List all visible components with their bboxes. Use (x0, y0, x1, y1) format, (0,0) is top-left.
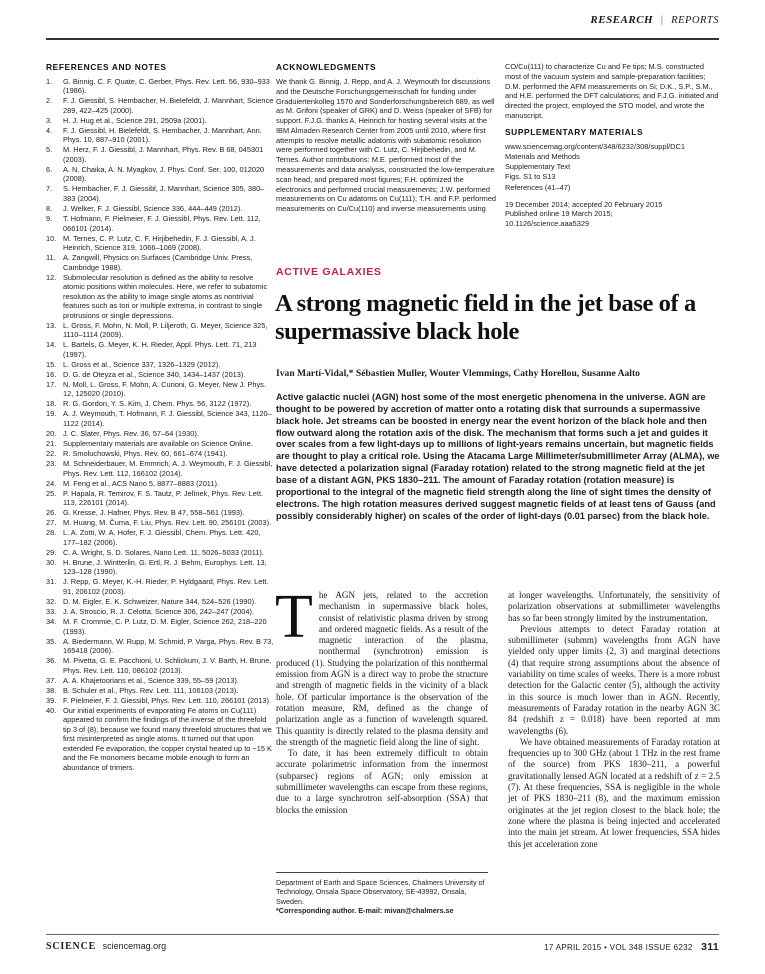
reference-text: Supplementary materials are available on Science Online. (63, 438, 253, 448)
reference-item (46, 273, 274, 320)
body-column-1 (275, 583, 488, 816)
reference-text: M. Herz, F. J. Giessibl, J. Mannhart, Phys. Rev. B 68, 045301 (2003). (63, 145, 264, 164)
reference-number: 18. (46, 399, 57, 409)
reference-number: 16. (46, 369, 57, 379)
reference-item (46, 370, 274, 379)
reference-item (46, 449, 274, 458)
article-authors: Ivan Martí-Vidal,* Sébastien Muller, Wouter Vlemmings, Cathy Horellou, Susanne Aalto (276, 368, 640, 379)
reference-item (46, 429, 274, 438)
reference-number: 21. (46, 438, 57, 448)
supplementary-list (505, 142, 720, 193)
reference-number: 24. (46, 478, 57, 488)
drop-cap: T (275, 583, 313, 651)
reference-item (46, 340, 274, 359)
reference-text: D. G. de Oteyza et al., Science 340, 1434–1437 (2013). (63, 369, 246, 379)
reference-text: J. Repp, G. Meyer, K.-H. Rieder, P. Hyldgaard, Phys. Rev. Lett. 91, 206102 (2003). (63, 577, 269, 596)
reference-number: 3. (46, 115, 53, 125)
reference-item (46, 528, 274, 547)
body-paragraph: at longer wavelengths. Unfortunately, the sensitivity of polarization observations at submillimeter wavelengths has so far been strongly limited by the instrumentation. (508, 590, 720, 623)
subsection-label: REPORTS (671, 15, 719, 26)
reference-text: M. Pivetta, G. E. Pacchioni, U. Schlickum, J. V. Barth, H. Brune, Phys. Rev. Lett. 110, 086102 (2013). (63, 656, 272, 675)
reference-number: 40. (46, 705, 57, 715)
running-header (590, 14, 719, 26)
supplementary-heading: SUPPLEMENTARY MATERIALS (505, 126, 644, 137)
reference-text: A. Zangwill, Physics on Surfaces (Cambridge Univ. Press, Cambridge 1988). (63, 253, 253, 272)
references-column (46, 62, 274, 773)
reference-number: 9. (46, 214, 53, 224)
reference-number: 7. (46, 184, 53, 194)
reference-item (46, 399, 274, 408)
reference-item (46, 479, 274, 488)
reference-number: 19. (46, 409, 57, 419)
reference-item (46, 548, 274, 557)
reference-number: 5. (46, 145, 53, 155)
reference-text: R. G. Gordon, Y. S. Kim, J. Chem. Phys. 56, 3122 (1972). (63, 399, 252, 409)
reference-number: 34. (46, 617, 57, 627)
reference-number: 22. (46, 449, 57, 459)
reference-item (46, 597, 274, 606)
reference-number: 35. (46, 636, 57, 646)
body-paragraph (275, 583, 488, 748)
affiliation-text: Department of Earth and Space Sciences, Chalmers University of Technology, Onsala Space Observatory, SE-43992, Onsala, Sweden. (276, 878, 485, 906)
footer-journal (46, 941, 166, 952)
references-heading: REFERENCES AND NOTES (46, 62, 167, 72)
reference-number: 37. (46, 675, 57, 685)
reference-number: 27. (46, 518, 57, 528)
reference-item (46, 489, 274, 508)
reference-item (46, 637, 274, 656)
reference-number: 31. (46, 577, 57, 587)
reference-text: R. Smoluchowski, Phys. Rev. 60, 661–674 (1941). (63, 449, 228, 459)
article-title: A strong magnetic field in the jet base of a supermassive black hole (275, 290, 696, 346)
date-line: 19 December 2014; accepted 20 February 2015 (505, 199, 663, 209)
reference-item (46, 617, 274, 636)
affiliation-footnote (276, 878, 488, 915)
reference-text: H. Brune, J. Wintterlin, G. Ertl, R. J. Behm, Europhys. Lett. 13, 123–128 (1990). (63, 557, 267, 577)
reference-number: 38. (46, 685, 57, 695)
reference-text: C. A. Wright, S. D. Solares, Nano Lett. 11, 5026–5033 (2011). (63, 547, 264, 557)
reference-item (46, 508, 274, 517)
reference-number: 25. (46, 488, 57, 498)
reference-number: 14. (46, 340, 57, 350)
reference-number: 36. (46, 656, 57, 666)
reference-text: L. A. Zotti, W. A. Hofer, F. J. Giessibl, Chem. Phys. Lett. 420, 177–182 (2006). (63, 528, 261, 547)
body-paragraph: We have obtained measurements of Faraday rotation at frequencies up to 300 GHz (about 1 THz in the rest frame of the source) from PKS 1830–211, a powerful gravitationally lensed AGN located at a redshift of z = 2.5 (7). At these frequencies, SSA is negligible in the whole jet of PKS 1830–211 (8), and the maximum emission originates at the jet region closest to the black hole; the zone where the plasma is being injected and accelerated into the main jet stream. At lower frequencies, SSA hides this jet acceleration zone (508, 736, 720, 849)
reference-number: 26. (46, 508, 57, 518)
reference-text: Submolecular resolution is defined as the ability to resolve atomic positions within molecules. Here, we refer to subatomic resolution as the ability to image single atoms as nontrivial features such as tori or multiple extrema, in contrast to single protrusions or single depressions. (63, 272, 268, 320)
reference-item (46, 184, 274, 203)
reference-number: 32. (46, 597, 57, 606)
acknowledgments-heading: ACKNOWLEDGMENTS (276, 62, 377, 72)
reference-item (46, 459, 274, 478)
reference-item (46, 706, 274, 772)
reference-item (46, 558, 274, 577)
reference-text: G. Kresse, J. Hafner, Phys. Rev. B 47, 558–561 (1993). (63, 508, 245, 518)
reference-number: 13. (46, 320, 57, 330)
reference-number: 29. (46, 547, 57, 557)
reference-item (46, 126, 274, 145)
date-line: Published online 19 March 2015; (505, 209, 613, 219)
reference-text: L. Gross, F. Mohn, N. Moll, P. Liljeroth, G. Meyer, Science 325, 1110–1114 (2009). (63, 320, 268, 340)
reference-text: G. Binnig, C. F. Quate, C. Gerber, Phys. Rev. Lett. 56, 930–933 (1986). (63, 76, 270, 96)
reference-number: 11. (46, 253, 56, 263)
article-kicker: ACTIVE GALAXIES (276, 266, 382, 278)
supplementary-line: Materials and Methods (505, 151, 580, 161)
section-label: RESEARCH (590, 14, 654, 26)
supplementary-line: Supplementary Text (505, 162, 571, 172)
reference-text: M. F. Crommie, C. P. Lutz, D. M. Eigler, Science 262, 218–220 (1993). (63, 617, 267, 636)
reference-number: 10. (46, 233, 57, 243)
reference-text: D. M. Eigler, E. K. Schweizer, Nature 344, 524–526 (1990). (63, 597, 257, 606)
reference-item (46, 607, 274, 616)
reference-number: 17. (46, 379, 57, 389)
header-rule (46, 38, 719, 40)
publication-dates (505, 200, 720, 229)
supplementary-line: Figs. S1 to S13 (505, 172, 556, 182)
journal-name: SCIENCE (46, 941, 97, 952)
supplementary-line[interactable]: www.sciencemag.org/content/348/6232/308/suppl/DC1 (505, 141, 685, 151)
reference-number: 4. (46, 125, 53, 135)
reference-item (46, 234, 274, 253)
reference-number: 12. (46, 272, 57, 282)
supplementary-line: References (41–47) (505, 182, 571, 192)
reference-text: S. Hembacher, F. J. Giessibl, J. Mannhart, Science 305, 380–383 (2004). (63, 184, 265, 203)
body-column-2 (508, 590, 720, 850)
reference-text: J. C. Slater, Phys. Rev. 36, 57–64 (1930). (63, 428, 199, 438)
acknowledgments-column (276, 62, 498, 214)
reference-text: L. Gross et al., Science 337, 1326–1329 (2012). (63, 359, 221, 369)
reference-number: 8. (46, 204, 53, 213)
reference-number: 30. (46, 557, 57, 567)
reference-text: H. J. Hug et al., Science 291, 2509a (2001). (63, 115, 207, 125)
reference-text: P. Hapala, R. Temirov, F. S. Tautz, P. Jelínek, Phys. Rev. Lett. 113, 226101 (2014). (63, 488, 264, 508)
date-line: 10.1126/science.aaa5329 (505, 219, 590, 229)
reference-item (46, 77, 274, 96)
reference-text: T. Hofmann, F. Pielmeier, F. J. Giessibl, Phys. Rev. Lett. 112, 066101 (2014). (63, 214, 261, 233)
reference-item (46, 686, 274, 695)
body-paragraph: To date, it has been extremely difficult to obtain accurate polarimetric information from the innermost (subparsec) regions of AGN; only emission at submillimeter wavelengths can escape from these regions, due to a large synchrotron self-absorption (SSA) that blocks the emission (276, 748, 488, 815)
reference-item (46, 439, 274, 448)
reference-number: 33. (46, 607, 57, 617)
reference-item (46, 253, 274, 272)
reference-text: F. Pielmeier, F. J. Giessibl, Phys. Rev. Lett. 110, 266101 (2013). (63, 695, 271, 705)
reference-text: M. Ternes, C. P. Lutz, C. F. Hirjibehedin, F. J. Giessibl, A. J. Heinrich, Science 319, 1066–1069 (2008). (63, 233, 256, 253)
reference-item (46, 656, 274, 675)
reference-item (46, 380, 274, 399)
reference-number: 39. (46, 695, 57, 705)
reference-number: 23. (46, 459, 57, 469)
reference-number: 2. (46, 96, 53, 106)
reference-number: 15. (46, 359, 57, 369)
reference-item (46, 96, 274, 115)
reference-item (46, 696, 274, 705)
footer-rule (46, 934, 719, 935)
reference-text: A. J. Weymouth, T. Hofmann, F. J. Giessibl, Science 343, 1120–1122 (2014). (63, 409, 272, 428)
reference-item (46, 676, 274, 685)
reference-text: M. Huang, M. Čuma, F. Liu, Phys. Rev. Lett. 90, 256101 (2003). (63, 518, 272, 528)
reference-text: A. N. Chaika, A. N. Myagkov, J. Phys. Conf. Ser. 100, 012020 (2008). (63, 164, 265, 184)
acknowledgments-continued-column (505, 62, 720, 229)
reference-item (46, 204, 274, 213)
reference-text: N. Moll, L. Gross, F. Mohn, A. Curioni, G. Meyer, New J. Phys. 12, 125020 (2010). (63, 379, 266, 399)
body-paragraph: Previous attempts to detect Faraday rotation at submillimeter (submm) wavelengths from AGN have yielded only upper limits (2, 3) and marginal detections (4) that require strong assumptions about the absence of variability on time scales of weeks. There is a more robust detection for the Galactic center (5), although the activity in this source is much lower than in AGN. Recently, measurements of Faraday rotation in the nearby AGN 3C 84 (redshift z = 0.018) have been reported at mm wavelengths (6). (508, 623, 720, 736)
reference-text: Our initial experiments of evaporating Fe atoms on Cu(111) appeared to confirm the findings of the inverse of the threefold tip 3 of (8), because we found many threefold structures that we first misinterpreted as single atoms. It turned out that upon extended Fe evaporation, the copper crystal heated up to ~15 K and the Fe monomers became mobile enough to form an abundance of trimers. (63, 705, 272, 772)
journal-site[interactable]: sciencemag.org (102, 941, 167, 951)
reference-item (46, 577, 274, 596)
reference-item (46, 409, 274, 428)
reference-item (46, 214, 274, 233)
article-abstract: Active galactic nuclei (AGN) host some of the most energetic phenomena in the universe. AGN are thought to be powered by accretion of matter onto a rotating disk that surrounds a supermassive black hole. Jet streams can be boosted in energy near the event horizon of the black hole and then flow outward along the rotation axis of the disk. The mechanism that forms such a jet and guides it over scales from a few light-days up to millions of light-years remains uncertain, but magnetic fields are thought to play a critical role. Using the Atacama Large Millimeter/submillimeter Array (ALMA), we have detected a polarization signal (Faraday rotation) related to the strong magnetic field at the jet base of a distant AGN, PKS 1830–211. The amount of Faraday rotation (rotation measure) is proportional to the integral of the magnetic field strength along the line of sight times the density of electrons. The high rotation measures derived suggest magnetic fields of at least tens of Gauss (and possibly considerably higher) on scales of the order of light-days (0.01 parsec) from the black hole. (276, 392, 720, 521)
reference-text: L. Bartels, G. Meyer, K. H. Rieder, Appl. Phys. Lett. 71, 213 (1997). (63, 340, 257, 359)
reference-item (46, 116, 274, 125)
header-separator: | (660, 14, 664, 26)
reference-text: F. J. Giessibl, H. Bielefeldt, S. Hembacher, J. Mannhart, Ann. Phys. 10, 887–910 (2001). (63, 125, 262, 145)
paragraph-text: he AGN jets, related to the accretion mechanism in supermassive black holes, consist of relativistic plasma driven by strong and ordered magnetic fields. As a result of the magnetic interaction of the plasma, nonthermal (synchrotron) emission is produced (1). Studying the polarization of this nonthermal emission from AGN is a direct way to probe the structure and strength of magnetic fields in the vicinity of a black hole. Of particular importance is the observation of the rotation measure, RM, defined as the change of polarization angle as a function of wavelength squared. This quantity is directly related to the plasma density and the strength of the magnetic field along the line of sight. (276, 590, 488, 747)
reference-text: F. J. Giessibl, S. Hembacher, H. Bielefeldt, J. Mannhart, Science 289, 422–425 (2000). (63, 96, 274, 115)
reference-text: B. Schuler et al., Phys. Rev. Lett. 111, 106103 (2013). (63, 685, 239, 695)
reference-item (46, 518, 274, 527)
reference-text: M. Feng et al., ACS Nano 5, 8877–8883 (2011). (63, 478, 219, 488)
reference-number: 1. (46, 76, 53, 86)
reference-item (46, 145, 274, 164)
corresponding-author: *Corresponding author. E-mail: mivan@chalmers.se (276, 906, 454, 916)
reference-text: A. Biedermann, W. Rupp, M. Schmid, P. Varga, Phys. Rev. B 73, 165418 (2006). (63, 636, 274, 656)
reference-item (46, 165, 274, 184)
reference-number: 28. (46, 528, 57, 538)
issue-info: 17 APRIL 2015 • VOL 348 ISSUE 6232 (544, 943, 693, 952)
reference-item (46, 360, 274, 369)
footnote-rule (276, 872, 488, 873)
reference-text: A. A. Khajetoorians et al., Science 339, 55–59 (2013). (63, 675, 239, 685)
acknowledgments-continued-text: CO/Cu(111) to characterize Cu and Fe tips; M.S. constructed most of the vacuum system and sample-preparation facilities; D.M. performed the AFM measurements on Si; D.K., S.P., S.M., and H.E. performed the DFT calculations; and F.J.G. initiated and directed the project, employed the STO model, and wrote the manuscript. (505, 62, 719, 120)
reference-text: M. Schneiderbauer, M. Emmrich, A. J. Weymouth, F. J. Giessibl, Phys. Rev. Lett. 112, 166102 (2014). (63, 459, 273, 478)
reference-number: 6. (46, 164, 53, 174)
acknowledgments-text: We thank G. Binnig, J. Repp, and A. J. Weymouth for discussions and the Deutsche Forschungsgemeinschaft for funding under Graduiertenkolleg 1570 and Sonderforschungsbereich 689, as well as M. Grifoni (speaker of GRK) and D. Weiss (speaker of SFB) for support. F.J.G. thanks A. Heinrich for hosting several visits at the IBM Almaden Research Center from 2005 until 2010, where first attempts to resolve metallic adatoms with subatomic resolution were performed together with C. Lutz, C. Hirjibehedin, and M. Ternes. Author contributions: M.E. performed most of the measurements and data analysis, constructed the low-temperature scan head, and prepared most figures; F.H. optimized the electronics and performed crucial measurements; J.W. performed measurements on Cu adatoms on Cu(111); T.H. and F.P. performed measurements on Cu/Cu(110) and inverse measurements using (276, 77, 497, 214)
reference-text: J. A. Stroscio, R. J. Celotta, Science 306, 242–247 (2004). (63, 607, 255, 617)
footer-issue (544, 941, 719, 953)
reference-item (46, 321, 274, 340)
page-number: 311 (701, 941, 719, 953)
references-list (46, 77, 274, 772)
reference-number: 20. (46, 428, 57, 438)
reference-text: J. Welker, F. J. Giessibl, Science 336, 444–449 (2012). (63, 204, 243, 213)
